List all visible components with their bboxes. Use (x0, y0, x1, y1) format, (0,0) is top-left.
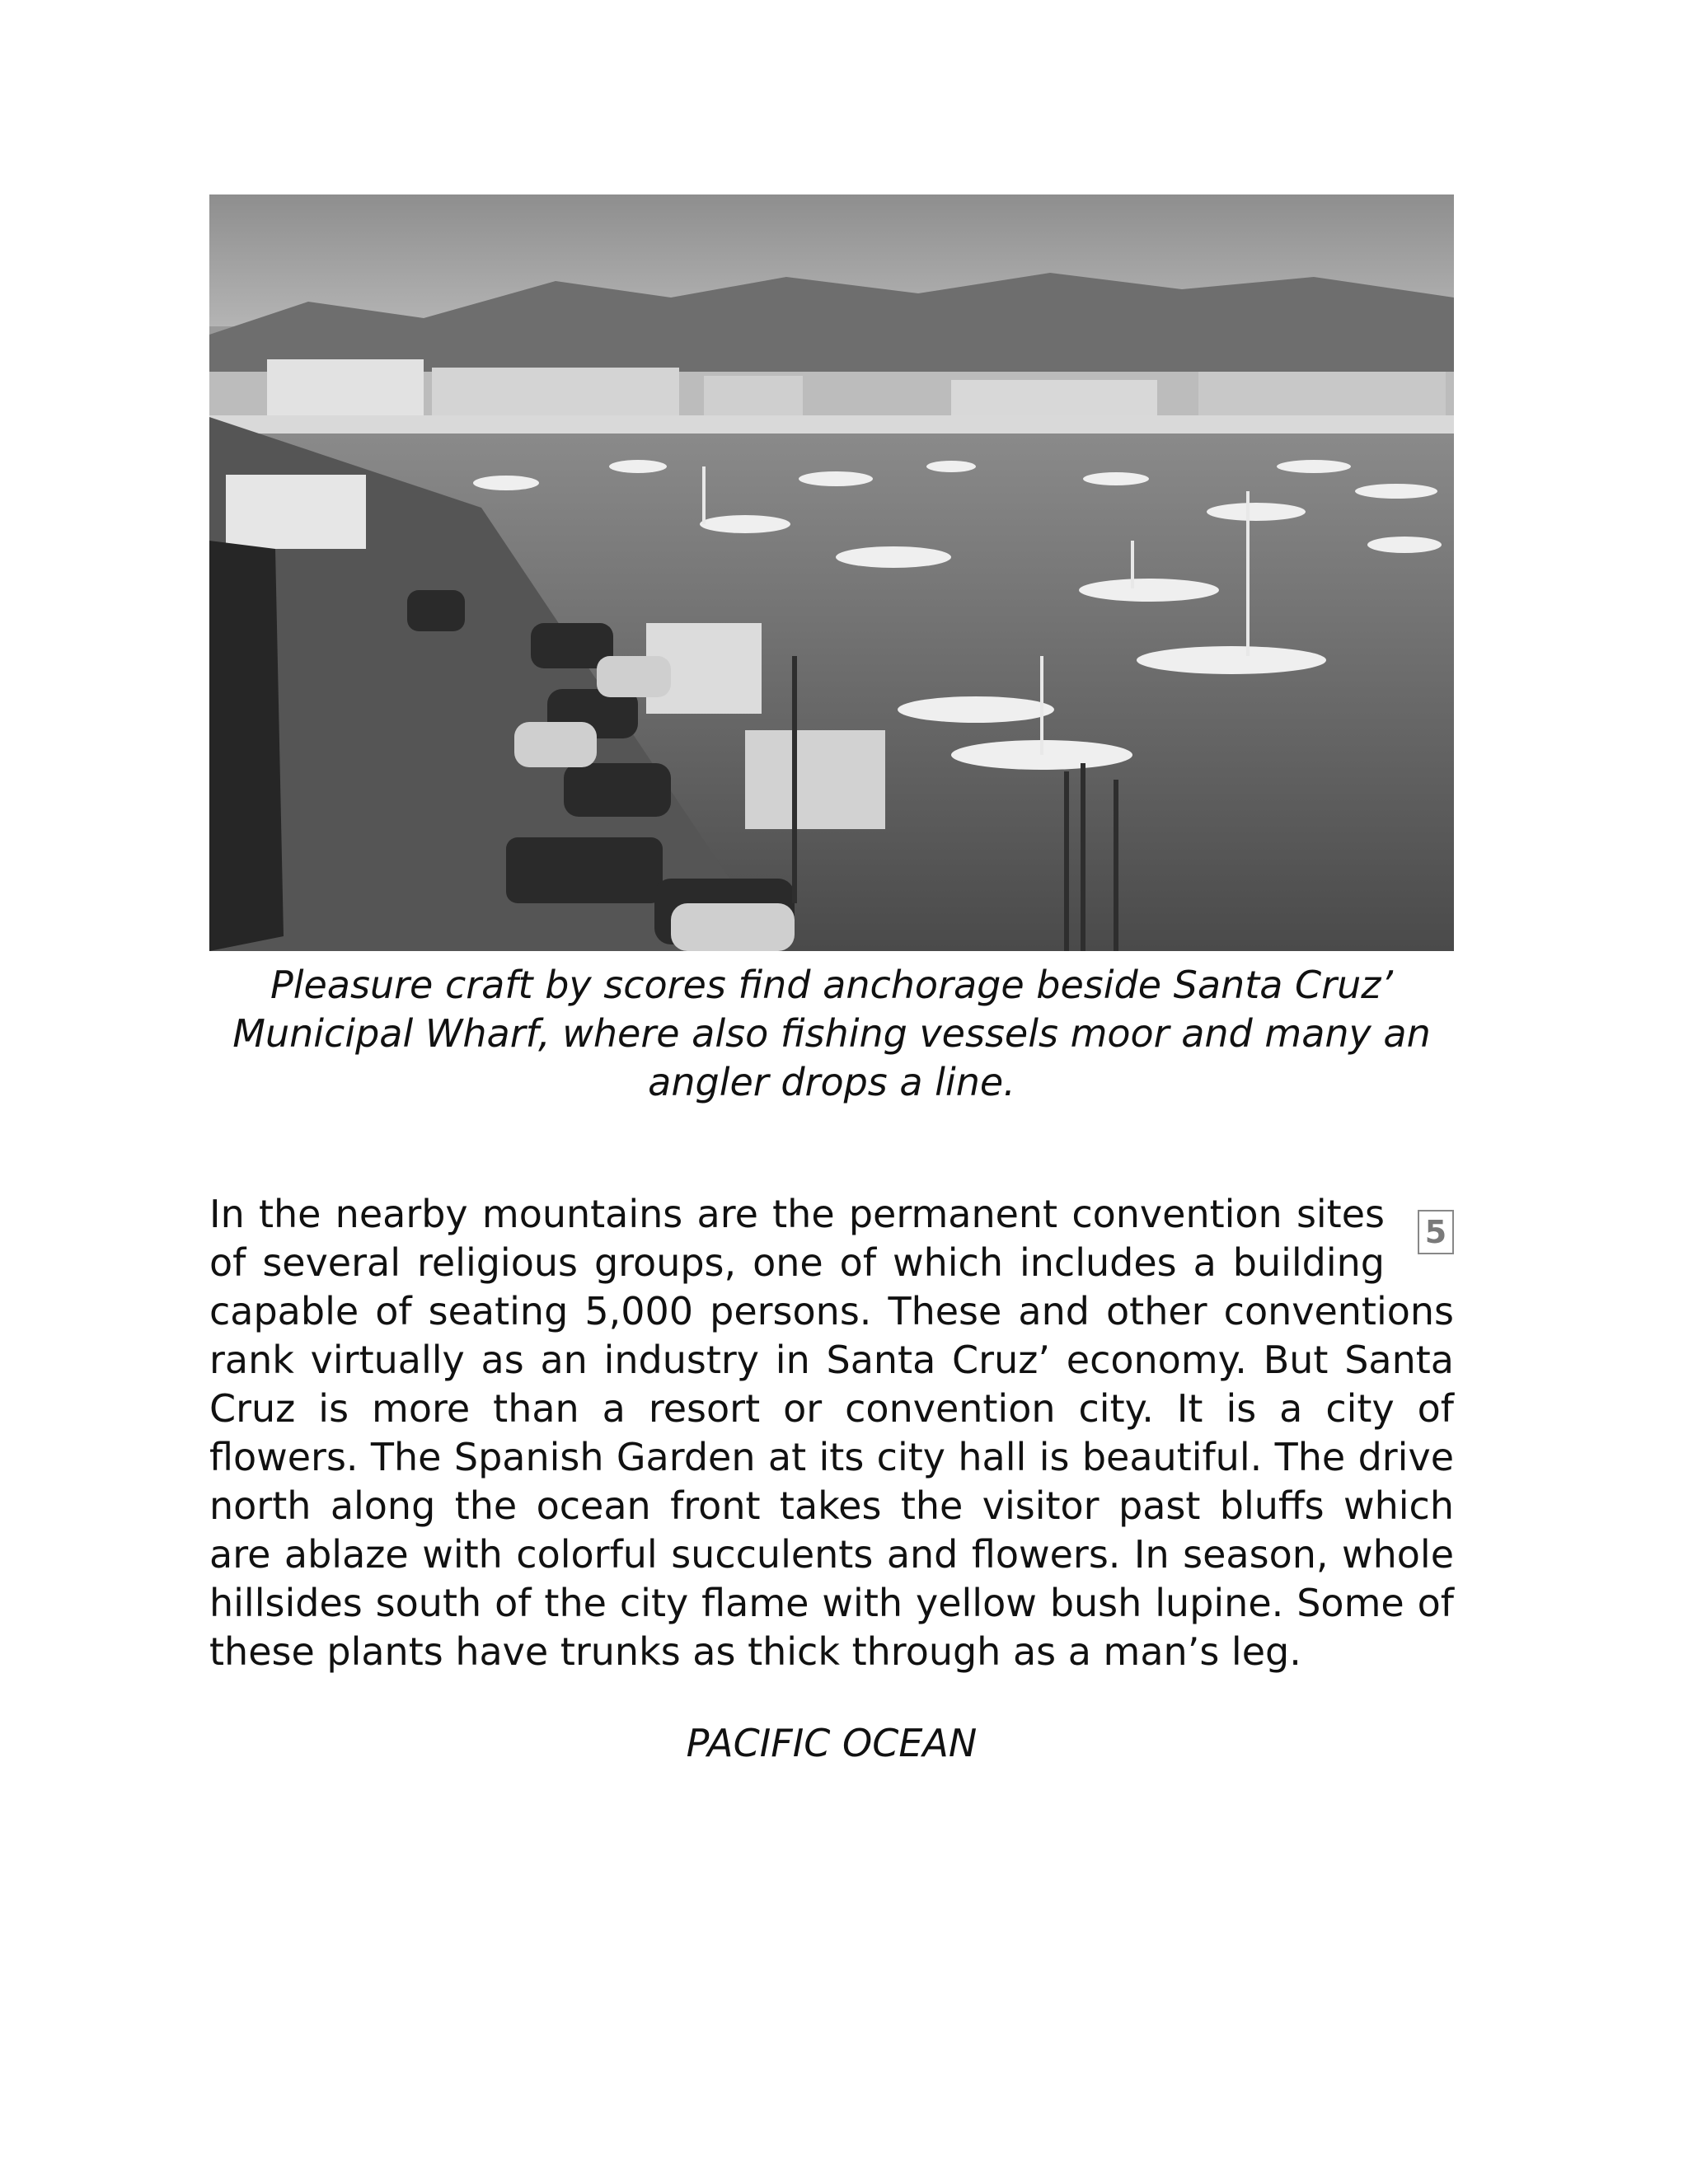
casino-building (267, 359, 424, 417)
wharf-shed (745, 730, 885, 829)
harbor-photo-illustration (209, 194, 1454, 951)
photo-caption: Pleasure craft by scores find anchorage beside Santa Cruz’ Municipal Wharf, where also fishing vessels moor and many an angler drops a line. (232, 963, 1431, 1104)
left-row-cars (209, 541, 284, 951)
harbor-photo (209, 194, 1454, 951)
shore-building (704, 376, 803, 417)
body-paragraph (209, 1190, 1454, 1676)
page-number-marker: 5 (1418, 1210, 1454, 1254)
shore-building (951, 380, 1157, 417)
shore-building (1198, 372, 1446, 417)
wharf-building (226, 475, 366, 549)
map-label: PACIFIC OCEAN (686, 1721, 978, 1765)
beach (209, 415, 1454, 434)
boardwalk-arcade (432, 368, 679, 417)
body-paragraph-text: In the nearby mountains are the permanent convention sites of several religious groups, one of which includes a building capable of seating 5,000 persons. These and other conventions rank virtually as an industry in Santa Cruz’ economy. But Santa Cruz is more than a resort or convention city. It is a city of flowers. The Spanish Garden at its city hall is beautiful. The drive north along the ocean front takes the visitor past bluffs which are ablaze with colorful succulents and flowers. In season, whole hillsides south of the city flame with yellow bush lupine. Some of these plants have trunks as thick through as a man’s leg. (209, 1192, 1454, 1674)
